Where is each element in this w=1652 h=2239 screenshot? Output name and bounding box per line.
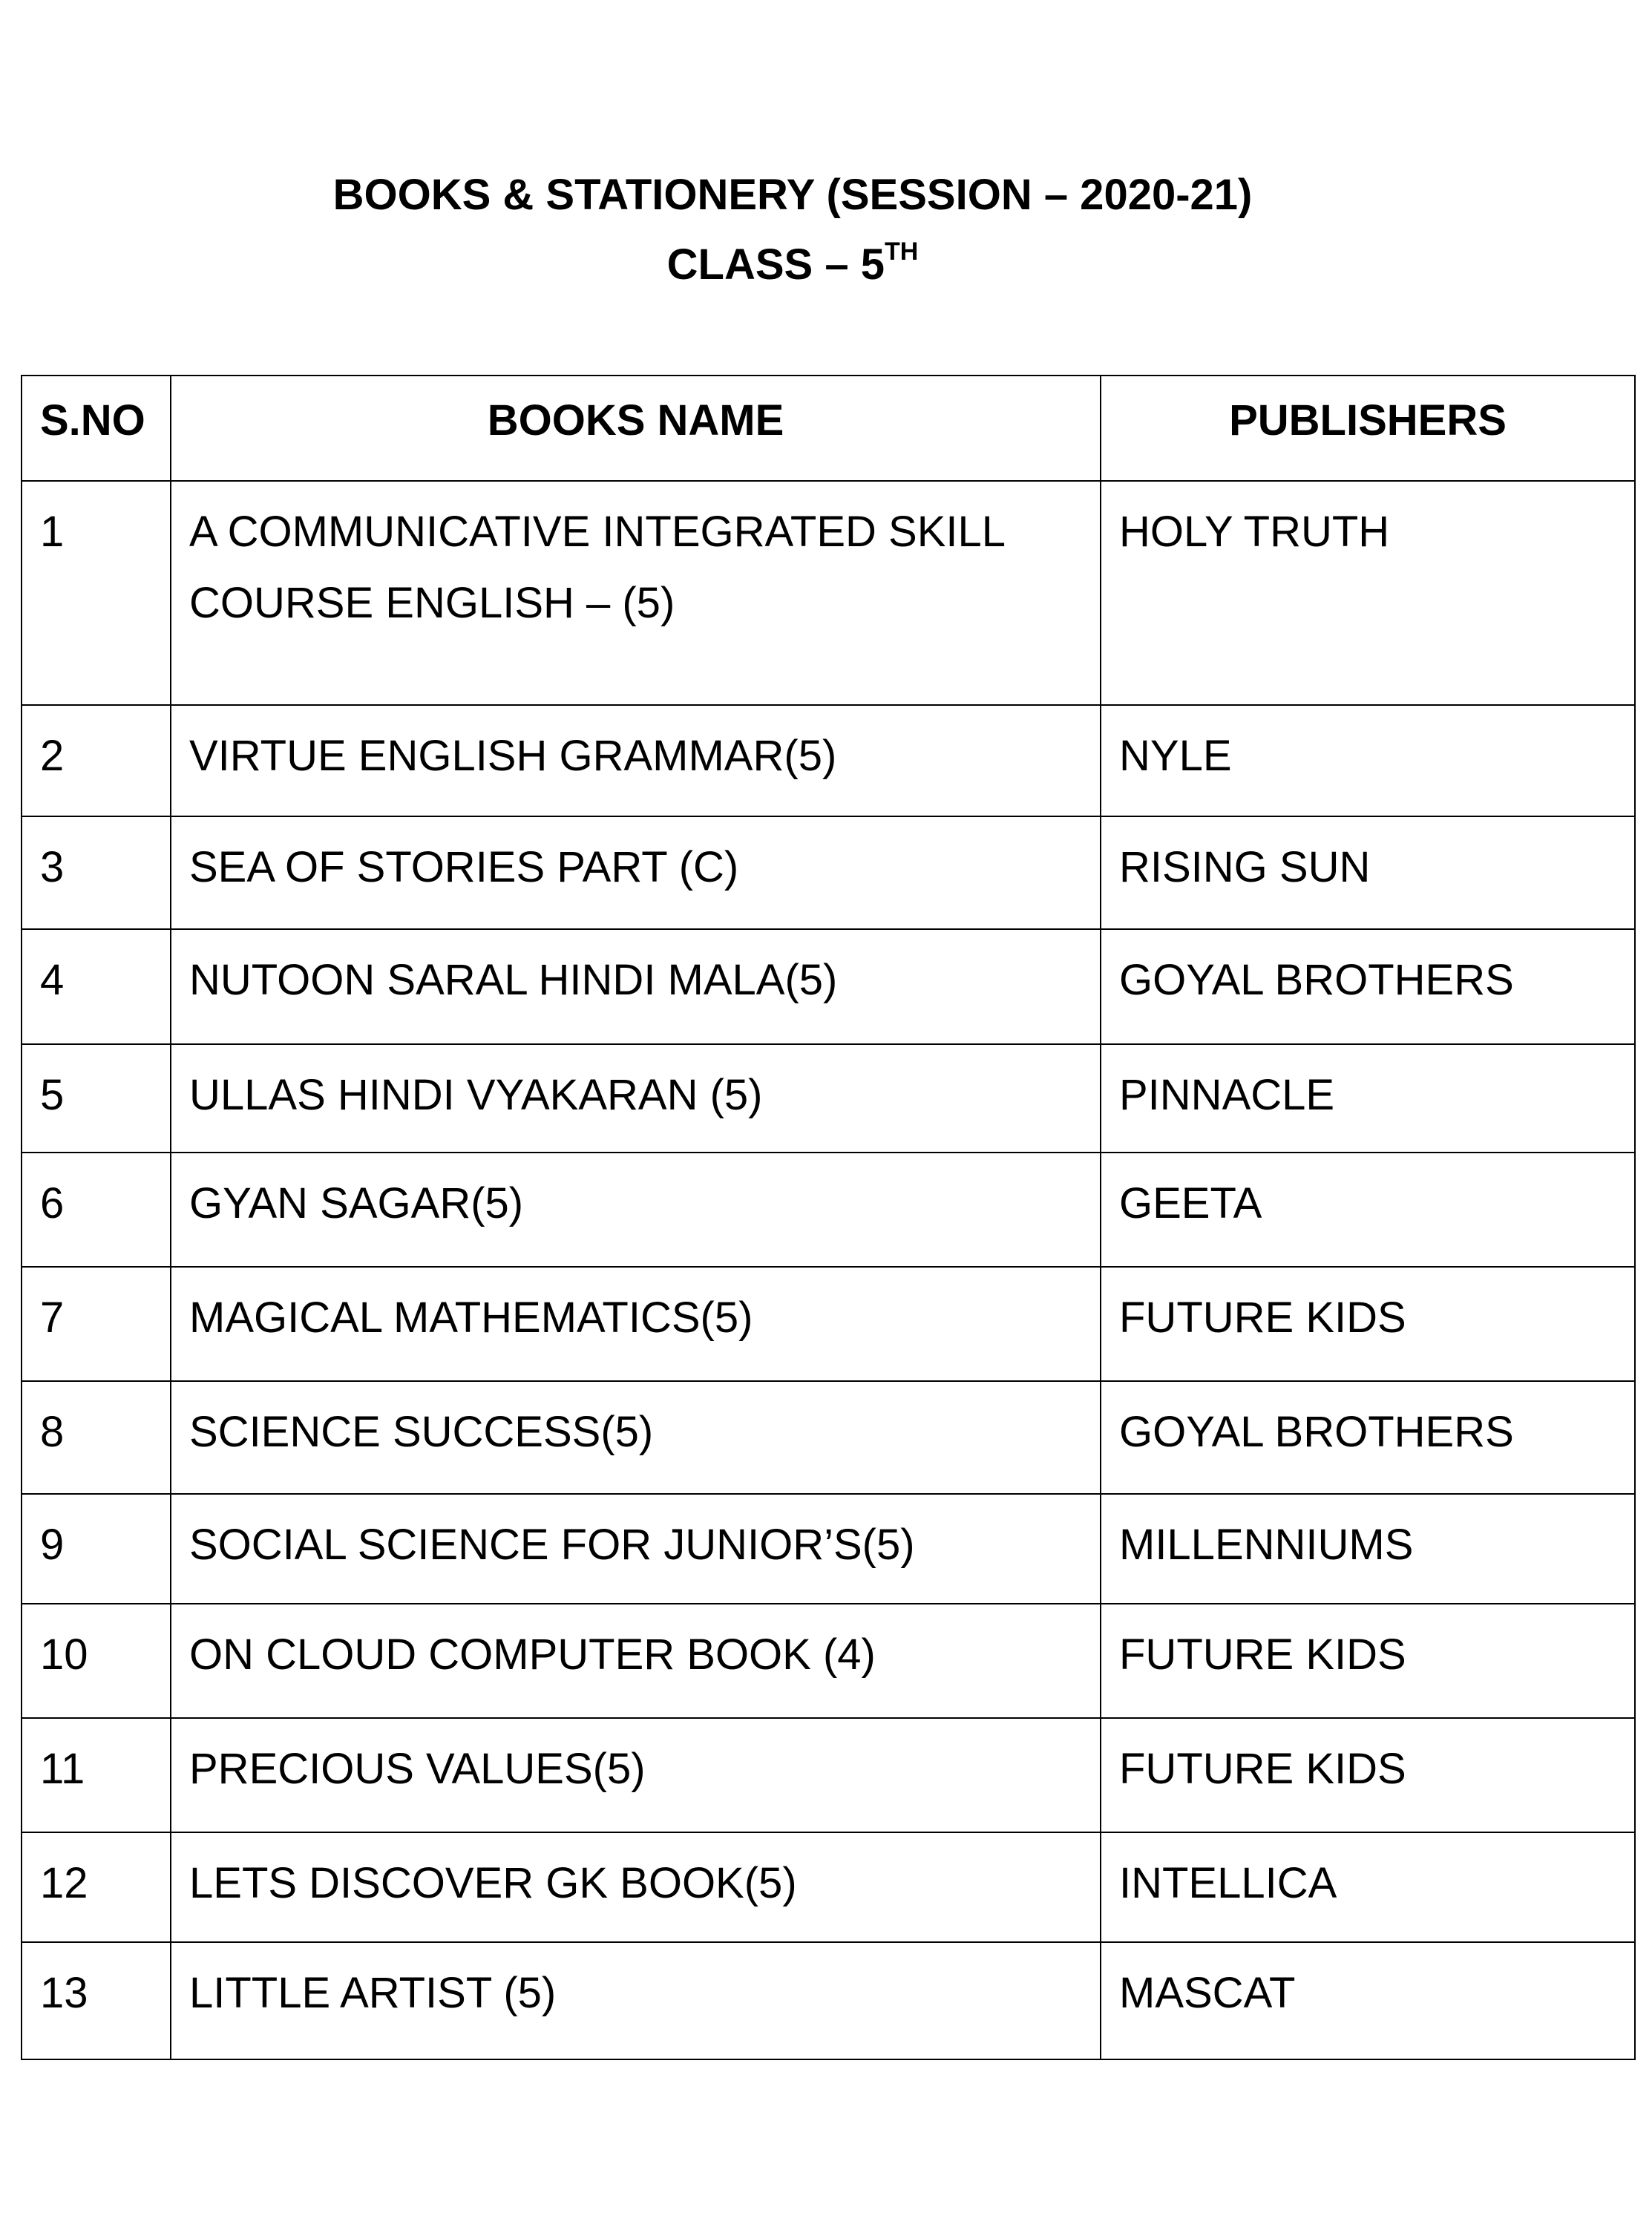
table-row — [22, 816, 1635, 929]
table-row — [22, 1942, 1635, 2059]
page-title: BOOKS & STATIONERY (SESSION – 2020-21) — [332, 171, 1253, 219]
cell-publisher: MASCAT — [1101, 1942, 1635, 2059]
cell-sno: 8 — [22, 1381, 171, 1494]
cell-publisher: GOYAL BROTHERS — [1101, 929, 1635, 1044]
class-label: CLASS – 5 — [666, 240, 885, 289]
class-suffix: TH — [885, 237, 919, 266]
table-row — [22, 1494, 1635, 1604]
cell-sno: 4 — [22, 929, 171, 1044]
table-header-row — [22, 376, 1635, 481]
cell-book-name: ULLAS HINDI VYAKARAN (5) — [171, 1044, 1101, 1153]
cell-sno: 11 — [22, 1718, 171, 1832]
cell-book-name: NUTOON SARAL HINDI MALA(5) — [171, 929, 1101, 1044]
table-row — [22, 1381, 1635, 1494]
cell-publisher: FUTURE KIDS — [1101, 1267, 1635, 1381]
table-row — [22, 481, 1635, 705]
table-row — [22, 1718, 1635, 1832]
cell-publisher: FUTURE KIDS — [1101, 1604, 1635, 1718]
cell-publisher: GEETA — [1101, 1153, 1635, 1267]
cell-book-name: MAGICAL MATHEMATICS(5) — [171, 1267, 1101, 1381]
table-row — [22, 1153, 1635, 1267]
cell-book-name: GYAN SAGAR(5) — [171, 1153, 1101, 1267]
cell-sno: 5 — [22, 1044, 171, 1153]
cell-publisher: GOYAL BROTHERS — [1101, 1381, 1635, 1494]
cell-book-name: PRECIOUS VALUES(5) — [171, 1718, 1101, 1832]
class-heading — [0, 237, 1585, 289]
table-row — [22, 1604, 1635, 1718]
cell-publisher: HOLY TRUTH — [1101, 481, 1635, 705]
table-row — [22, 1832, 1635, 1942]
cell-book-name: SCIENCE SUCCESS(5) — [171, 1381, 1101, 1494]
cell-sno: 3 — [22, 816, 171, 929]
cell-book-name: VIRTUE ENGLISH GRAMMAR(5) — [171, 705, 1101, 816]
cell-sno: 6 — [22, 1153, 171, 1267]
cell-book-name: SEA OF STORIES PART (C) — [171, 816, 1101, 929]
table-row — [22, 1267, 1635, 1381]
table-row — [22, 1044, 1635, 1153]
books-table — [21, 375, 1636, 2060]
cell-publisher: INTELLICA — [1101, 1832, 1635, 1942]
header-books-name: BOOKS NAME — [171, 376, 1101, 481]
header-publishers: PUBLISHERS — [1101, 376, 1635, 481]
cell-publisher: RISING SUN — [1101, 816, 1635, 929]
header-sno: S.NO — [22, 376, 171, 481]
cell-sno: 13 — [22, 1942, 171, 2059]
cell-sno: 9 — [22, 1494, 171, 1604]
cell-sno: 7 — [22, 1267, 171, 1381]
table-row — [22, 929, 1635, 1044]
cell-publisher: FUTURE KIDS — [1101, 1718, 1635, 1832]
cell-book-name: LETS DISCOVER GK BOOK(5) — [171, 1832, 1101, 1942]
cell-publisher: NYLE — [1101, 705, 1635, 816]
cell-sno: 12 — [22, 1832, 171, 1942]
cell-sno: 2 — [22, 705, 171, 816]
cell-publisher: PINNACLE — [1101, 1044, 1635, 1153]
cell-book-name: LITTLE ARTIST (5) — [171, 1942, 1101, 2059]
cell-book-name: ON CLOUD COMPUTER BOOK (4) — [171, 1604, 1101, 1718]
cell-book-name: SOCIAL SCIENCE FOR JUNIOR’S(5) — [171, 1494, 1101, 1604]
cell-publisher: MILLENNIUMS — [1101, 1494, 1635, 1604]
cell-sno: 1 — [22, 481, 171, 705]
cell-book-name: A COMMUNICATIVE INTEGRATED SKILL COURSE ENGLISH – (5) — [171, 481, 1101, 705]
table-row — [22, 705, 1635, 816]
cell-sno: 10 — [22, 1604, 171, 1718]
